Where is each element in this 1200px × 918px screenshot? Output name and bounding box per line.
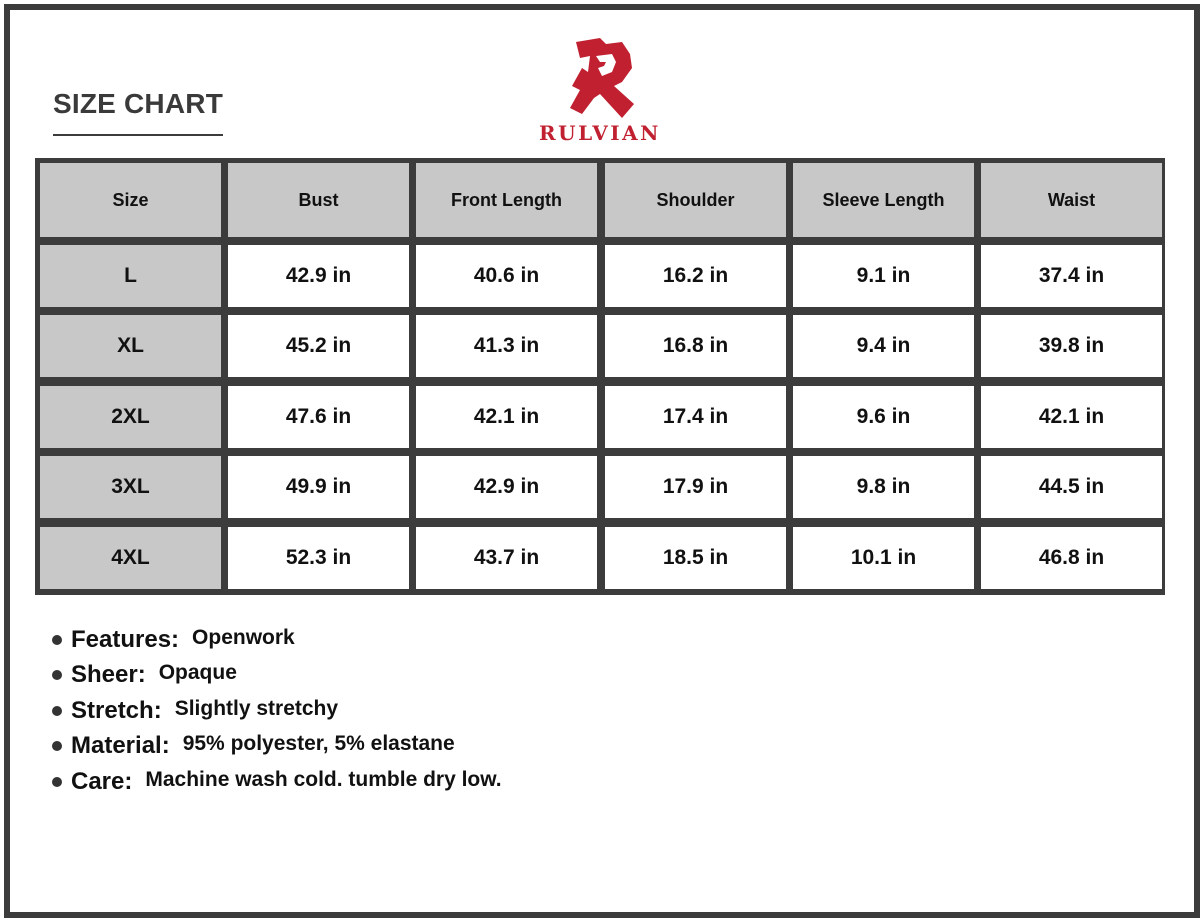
cell-shoulder: 16.8 in <box>605 315 786 377</box>
bullet-icon <box>52 706 62 716</box>
feature-item <box>52 693 502 729</box>
cell-waist: 42.1 in <box>981 386 1162 448</box>
size-label: 4XL <box>40 527 221 589</box>
brand-logo <box>525 38 675 148</box>
cell-waist: 46.8 in <box>981 527 1162 589</box>
cell-sleeve-length: 9.6 in <box>793 386 974 448</box>
header-front-length: Front Length <box>416 163 597 237</box>
feature-label: Material: <box>71 732 170 760</box>
size-label: L <box>40 245 221 307</box>
header-size: Size <box>40 163 221 237</box>
stylized-R-logo-icon <box>562 38 638 118</box>
size-label: 3XL <box>40 456 221 518</box>
bullet-icon <box>52 635 62 645</box>
cell-front-length: 43.7 in <box>416 527 597 589</box>
page-title: SIZE CHART <box>53 88 223 119</box>
header-shoulder: Shoulder <box>605 163 786 237</box>
size-label: 2XL <box>40 386 221 448</box>
cell-shoulder: 17.4 in <box>605 386 786 448</box>
feature-label: Sheer: <box>71 661 146 689</box>
cell-bust: 45.2 in <box>228 315 409 377</box>
bullet-icon <box>52 670 62 680</box>
cell-sleeve-length: 9.1 in <box>793 245 974 307</box>
cell-sleeve-length: 9.8 in <box>793 456 974 518</box>
feature-item <box>52 622 502 658</box>
title-underline <box>53 134 223 136</box>
feature-value: Openwork <box>192 625 295 649</box>
cell-waist: 37.4 in <box>981 245 1162 307</box>
cell-shoulder: 17.9 in <box>605 456 786 518</box>
feature-value: 95% polyester, 5% elastane <box>182 732 455 756</box>
feature-value: Machine wash cold. tumble dry low. <box>145 767 502 791</box>
cell-front-length: 40.6 in <box>416 245 597 307</box>
feature-value: Slightly stretchy <box>174 696 339 720</box>
cell-waist: 44.5 in <box>981 456 1162 518</box>
bullet-icon <box>52 777 62 787</box>
cell-sleeve-length: 9.4 in <box>793 315 974 377</box>
header-waist: Waist <box>981 163 1162 237</box>
feature-item <box>52 764 502 800</box>
cell-bust: 49.9 in <box>228 456 409 518</box>
cell-front-length: 42.1 in <box>416 386 597 448</box>
cell-shoulder: 18.5 in <box>605 527 786 589</box>
feature-list <box>52 622 502 800</box>
bullet-icon <box>52 741 62 751</box>
feature-label: Stretch: <box>71 696 162 724</box>
cell-bust: 52.3 in <box>228 527 409 589</box>
feature-label: Care: <box>71 767 133 795</box>
cell-waist: 39.8 in <box>981 315 1162 377</box>
header-bust: Bust <box>228 163 409 237</box>
feature-label: Features: <box>71 625 180 653</box>
size-table <box>35 158 1165 595</box>
size-label: XL <box>40 315 221 377</box>
cell-sleeve-length: 10.1 in <box>793 527 974 589</box>
cell-bust: 42.9 in <box>228 245 409 307</box>
header-sleeve-length: Sleeve Length <box>793 163 974 237</box>
feature-item <box>52 729 502 765</box>
cell-bust: 47.6 in <box>228 386 409 448</box>
feature-value: Opaque <box>158 661 237 685</box>
brand-name: RULVIAN <box>539 121 661 145</box>
feature-item <box>52 658 502 694</box>
cell-shoulder: 16.2 in <box>605 245 786 307</box>
cell-front-length: 41.3 in <box>416 315 597 377</box>
cell-front-length: 42.9 in <box>416 456 597 518</box>
